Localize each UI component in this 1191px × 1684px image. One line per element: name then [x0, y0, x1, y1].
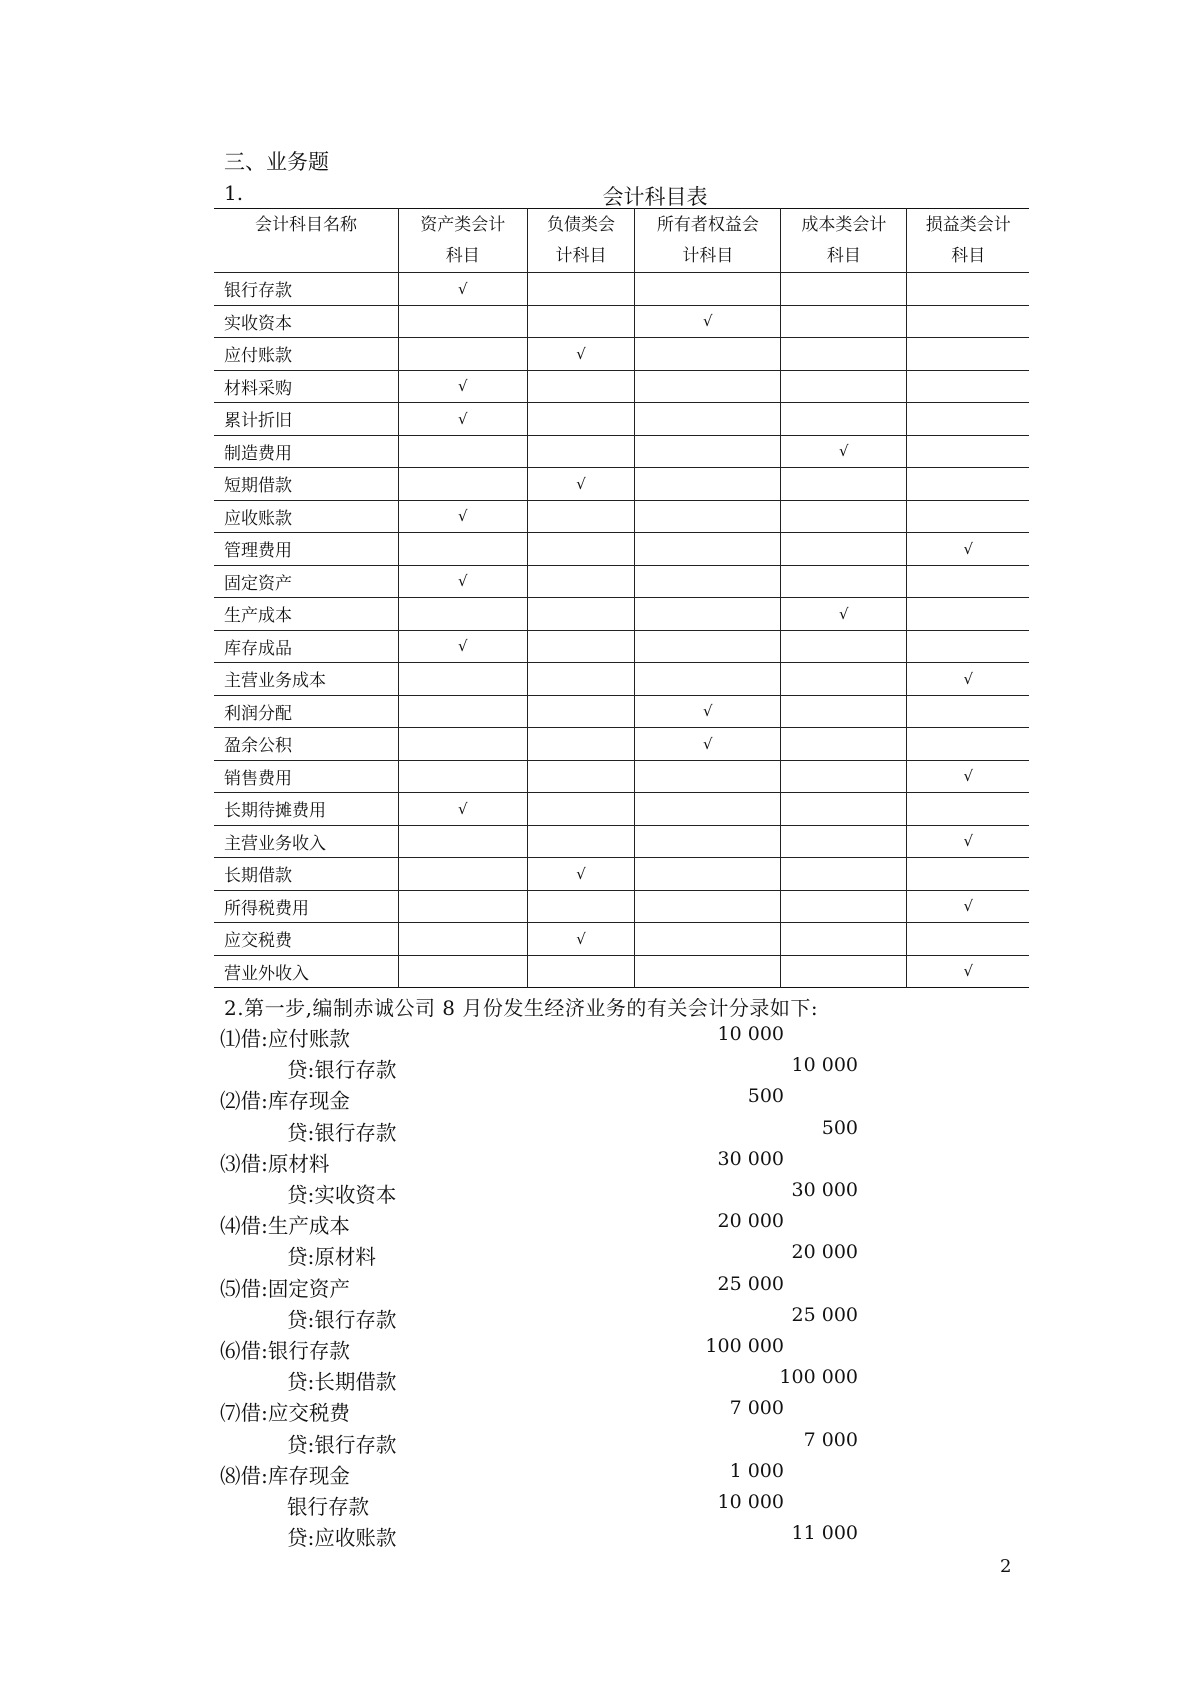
check-mark: √	[963, 962, 974, 981]
check-mark: √	[576, 344, 586, 363]
empty-cell	[907, 273, 1029, 306]
credit-amount: 11 000	[791, 1522, 858, 1545]
empty-cell	[907, 403, 1029, 436]
account-name: 制造费用	[224, 443, 292, 464]
question-number: 1.	[224, 181, 244, 205]
empty-cell	[781, 630, 907, 663]
account-name: 营业外收入	[224, 963, 309, 984]
empty-cell	[907, 500, 1029, 533]
check-mark-cell	[527, 858, 635, 891]
debit-entry-account: ⑵借:库存现金	[220, 1089, 350, 1114]
check-mark: √	[703, 734, 713, 753]
table-row	[214, 403, 1029, 436]
table-row	[214, 663, 1029, 696]
empty-cell	[527, 370, 635, 403]
debit-entry-account: ⑸借:固定资产	[220, 1276, 350, 1301]
empty-cell	[907, 695, 1029, 728]
empty-cell	[907, 728, 1029, 761]
empty-cell	[527, 500, 635, 533]
column-header-line: 所有者权益会	[656, 215, 759, 235]
empty-cell	[781, 370, 907, 403]
empty-cell	[781, 500, 907, 533]
table-row	[214, 793, 1029, 826]
empty-cell	[399, 890, 527, 923]
account-name: 销售费用	[224, 768, 292, 789]
empty-cell	[635, 370, 781, 403]
empty-cell	[907, 435, 1029, 468]
check-mark: √	[703, 702, 713, 721]
empty-cell	[527, 825, 635, 858]
empty-cell	[781, 403, 907, 436]
empty-cell	[399, 435, 527, 468]
check-mark: √	[458, 637, 468, 656]
debit-entry-account: ⑹借:银行存款	[220, 1339, 350, 1363]
debit-amount: 20 000	[717, 1210, 784, 1233]
check-mark-cell	[399, 370, 527, 403]
column-header-line: 资产类会计	[420, 215, 506, 235]
empty-cell	[781, 923, 907, 956]
check-mark-cell	[527, 923, 635, 956]
column-header-line: 会计科目名称	[255, 215, 358, 235]
column-header	[527, 209, 635, 273]
table-row	[214, 695, 1029, 728]
table-row	[214, 955, 1029, 988]
empty-cell	[527, 598, 635, 631]
account-name: 所得税费用	[224, 898, 309, 919]
empty-cell	[635, 663, 781, 696]
empty-cell	[781, 695, 907, 728]
table-row	[214, 435, 1029, 468]
check-mark: √	[458, 279, 468, 298]
credit-entry-account: 贷:实收资本	[287, 1183, 397, 1207]
empty-cell	[781, 468, 907, 501]
empty-cell	[781, 533, 907, 566]
table-row	[214, 370, 1029, 403]
account-name: 实收资本	[224, 313, 292, 334]
debit-amount: 30 000	[717, 1147, 784, 1170]
table-row	[214, 468, 1029, 501]
table-row	[214, 598, 1029, 631]
debit-entry-account: ⑻借:库存现金	[220, 1463, 350, 1488]
empty-cell	[635, 825, 781, 858]
account-name: 生产成本	[224, 606, 292, 627]
credit-amount: 7 000	[803, 1428, 858, 1451]
table-row	[214, 305, 1029, 338]
credit-entry-account: 贷:长期借款	[287, 1370, 397, 1395]
empty-cell	[781, 858, 907, 891]
check-mark-cell	[527, 468, 635, 501]
empty-cell	[399, 955, 527, 988]
empty-cell	[527, 403, 635, 436]
table-row	[214, 728, 1029, 761]
account-classification-table	[214, 208, 1029, 988]
credit-amount: 500	[821, 1116, 858, 1139]
empty-cell	[399, 728, 527, 761]
empty-cell	[781, 955, 907, 988]
account-name: 库存成品	[224, 638, 292, 659]
empty-cell	[399, 533, 527, 566]
empty-cell	[399, 760, 527, 793]
check-mark-cell	[907, 663, 1029, 696]
empty-cell	[399, 825, 527, 858]
account-name: 固定资产	[224, 573, 292, 594]
column-header-line: 损益类会计	[925, 215, 1011, 235]
column-header	[781, 209, 907, 273]
check-mark: √	[703, 312, 713, 331]
check-mark-cell	[399, 565, 527, 598]
column-header-line: 科目	[445, 246, 480, 266]
empty-cell	[781, 760, 907, 793]
check-mark: √	[963, 767, 974, 786]
empty-cell	[781, 728, 907, 761]
empty-cell	[635, 760, 781, 793]
empty-cell	[399, 663, 527, 696]
account-name: 主营业务收入	[224, 833, 326, 854]
empty-cell	[635, 403, 781, 436]
empty-cell	[527, 728, 635, 761]
column-header-line: 科目	[951, 246, 986, 266]
empty-cell	[635, 890, 781, 923]
empty-cell	[635, 858, 781, 891]
empty-cell	[907, 923, 1029, 956]
column-header	[214, 209, 399, 273]
account-name: 应收账款	[224, 508, 292, 529]
debit-amount: 25 000	[717, 1272, 784, 1295]
page-number: 2	[1000, 1556, 1012, 1577]
empty-cell	[781, 793, 907, 826]
check-mark-cell	[907, 890, 1029, 923]
empty-cell	[635, 565, 781, 598]
empty-cell	[781, 565, 907, 598]
empty-cell	[635, 500, 781, 533]
check-mark-cell	[907, 825, 1029, 858]
empty-cell	[907, 598, 1029, 631]
table-title: 会计科目表	[602, 185, 708, 209]
empty-cell	[781, 825, 907, 858]
empty-cell	[635, 955, 781, 988]
empty-cell	[527, 663, 635, 696]
account-name: 应交税费	[224, 931, 292, 952]
account-name: 应付账款	[224, 346, 292, 367]
section-title: 三、业务题	[224, 150, 329, 174]
empty-cell	[907, 630, 1029, 663]
empty-cell	[907, 305, 1029, 338]
check-mark-cell	[635, 305, 781, 338]
table-row	[214, 760, 1029, 793]
check-mark: √	[963, 897, 974, 916]
check-mark-cell	[635, 695, 781, 728]
check-mark: √	[839, 442, 849, 461]
empty-cell	[781, 890, 907, 923]
check-mark: √	[458, 507, 468, 526]
debit-amount: 500	[747, 1085, 784, 1108]
check-mark: √	[458, 377, 468, 396]
empty-cell	[635, 435, 781, 468]
table-row	[214, 858, 1029, 891]
column-header-line: 成本类会计	[801, 215, 887, 235]
column-header	[399, 209, 527, 273]
empty-cell	[907, 858, 1029, 891]
empty-cell	[527, 890, 635, 923]
check-mark: √	[963, 669, 974, 688]
empty-cell	[635, 273, 781, 306]
account-name: 长期待摊费用	[224, 801, 326, 822]
empty-cell	[527, 760, 635, 793]
empty-cell	[527, 533, 635, 566]
check-mark: √	[839, 604, 849, 623]
debit-amount: 100 000	[705, 1335, 784, 1357]
empty-cell	[907, 468, 1029, 501]
empty-cell	[635, 630, 781, 663]
check-mark: √	[576, 929, 586, 948]
debit-entry-account: ⑶借:原材料	[220, 1151, 330, 1176]
table-row	[214, 890, 1029, 923]
column-header-line: 计科目	[682, 246, 734, 266]
debit-entry-account: 银行存款	[287, 1495, 369, 1519]
check-mark-cell	[399, 500, 527, 533]
empty-cell	[399, 858, 527, 891]
debit-amount: 10 000	[717, 1491, 784, 1513]
empty-cell	[635, 533, 781, 566]
check-mark: √	[963, 832, 974, 851]
table-row	[214, 533, 1029, 566]
check-mark-cell	[781, 435, 907, 468]
account-name: 累计折旧	[224, 411, 292, 432]
table-row	[214, 825, 1029, 858]
empty-cell	[399, 598, 527, 631]
credit-amount: 10 000	[791, 1054, 858, 1077]
account-name: 短期借款	[224, 476, 292, 497]
credit-entry-account: 贷:银行存款	[287, 1307, 397, 1332]
empty-cell	[399, 338, 527, 371]
debit-entry-account: ⑺借:应交税费	[220, 1401, 350, 1426]
column-header-line: 计科目	[555, 246, 607, 266]
check-mark: √	[576, 864, 586, 883]
table-row	[214, 500, 1029, 533]
table-row	[214, 565, 1029, 598]
empty-cell	[781, 273, 907, 306]
account-name: 盈余公积	[224, 736, 292, 757]
check-mark-cell	[399, 403, 527, 436]
empty-cell	[399, 305, 527, 338]
empty-cell	[527, 305, 635, 338]
credit-entry-account: 贷:银行存款	[287, 1120, 397, 1145]
empty-cell	[907, 565, 1029, 598]
credit-amount: 100 000	[779, 1366, 858, 1389]
empty-cell	[527, 435, 635, 468]
column-header-line: 负债类会	[547, 215, 615, 235]
empty-cell	[527, 955, 635, 988]
empty-cell	[635, 468, 781, 501]
account-name: 材料采购	[224, 378, 292, 399]
empty-cell	[635, 793, 781, 826]
empty-cell	[527, 695, 635, 728]
check-mark-cell	[907, 533, 1029, 566]
table-row	[214, 273, 1029, 306]
credit-entry-account: 贷:原材料	[287, 1245, 376, 1270]
check-mark: √	[576, 474, 586, 493]
empty-cell	[907, 370, 1029, 403]
debit-entry-account: ⑷借:生产成本	[220, 1214, 350, 1239]
empty-cell	[399, 468, 527, 501]
column-header-line: 科目	[826, 246, 861, 266]
empty-cell	[781, 663, 907, 696]
step-instruction: 2.第一步,编制赤诚公司 8 月份发生经济业务的有关会计分录如下:	[224, 996, 819, 1020]
check-mark-cell	[399, 630, 527, 663]
check-mark-cell	[907, 955, 1029, 988]
account-name: 管理费用	[224, 541, 292, 562]
column-header	[907, 209, 1029, 273]
empty-cell	[635, 923, 781, 956]
check-mark-cell	[781, 598, 907, 631]
debit-entry-account: ⑴借:应付账款	[220, 1027, 350, 1051]
table-row	[214, 338, 1029, 371]
table-header-row	[214, 209, 1029, 273]
empty-cell	[399, 923, 527, 956]
table-row	[214, 923, 1029, 956]
credit-amount: 20 000	[791, 1241, 858, 1264]
empty-cell	[635, 338, 781, 371]
empty-cell	[781, 338, 907, 371]
debit-amount: 1 000	[729, 1459, 784, 1482]
check-mark: √	[458, 572, 468, 591]
account-name: 主营业务成本	[224, 671, 326, 692]
check-mark-cell	[399, 273, 527, 306]
debit-amount: 10 000	[717, 1023, 784, 1045]
account-name: 长期借款	[224, 866, 292, 887]
table-row	[214, 630, 1029, 663]
check-mark: √	[458, 409, 468, 428]
empty-cell	[399, 695, 527, 728]
check-mark-cell	[527, 338, 635, 371]
check-mark-cell	[399, 793, 527, 826]
empty-cell	[527, 565, 635, 598]
debit-amount: 7 000	[729, 1397, 784, 1420]
empty-cell	[907, 793, 1029, 826]
empty-cell	[635, 598, 781, 631]
account-name: 银行存款	[224, 281, 292, 302]
check-mark: √	[963, 539, 974, 558]
credit-entry-account: 贷:银行存款	[287, 1058, 397, 1083]
credit-entry-account: 贷:应收账款	[287, 1526, 397, 1551]
credit-amount: 25 000	[791, 1303, 858, 1326]
credit-amount: 30 000	[791, 1179, 858, 1201]
account-name: 利润分配	[224, 703, 292, 724]
check-mark: √	[458, 799, 468, 818]
empty-cell	[907, 338, 1029, 371]
column-header	[635, 209, 781, 273]
empty-cell	[527, 630, 635, 663]
check-mark-cell	[635, 728, 781, 761]
empty-cell	[781, 305, 907, 338]
check-mark-cell	[907, 760, 1029, 793]
credit-entry-account: 贷:银行存款	[287, 1432, 397, 1457]
empty-cell	[527, 793, 635, 826]
empty-cell	[527, 273, 635, 306]
